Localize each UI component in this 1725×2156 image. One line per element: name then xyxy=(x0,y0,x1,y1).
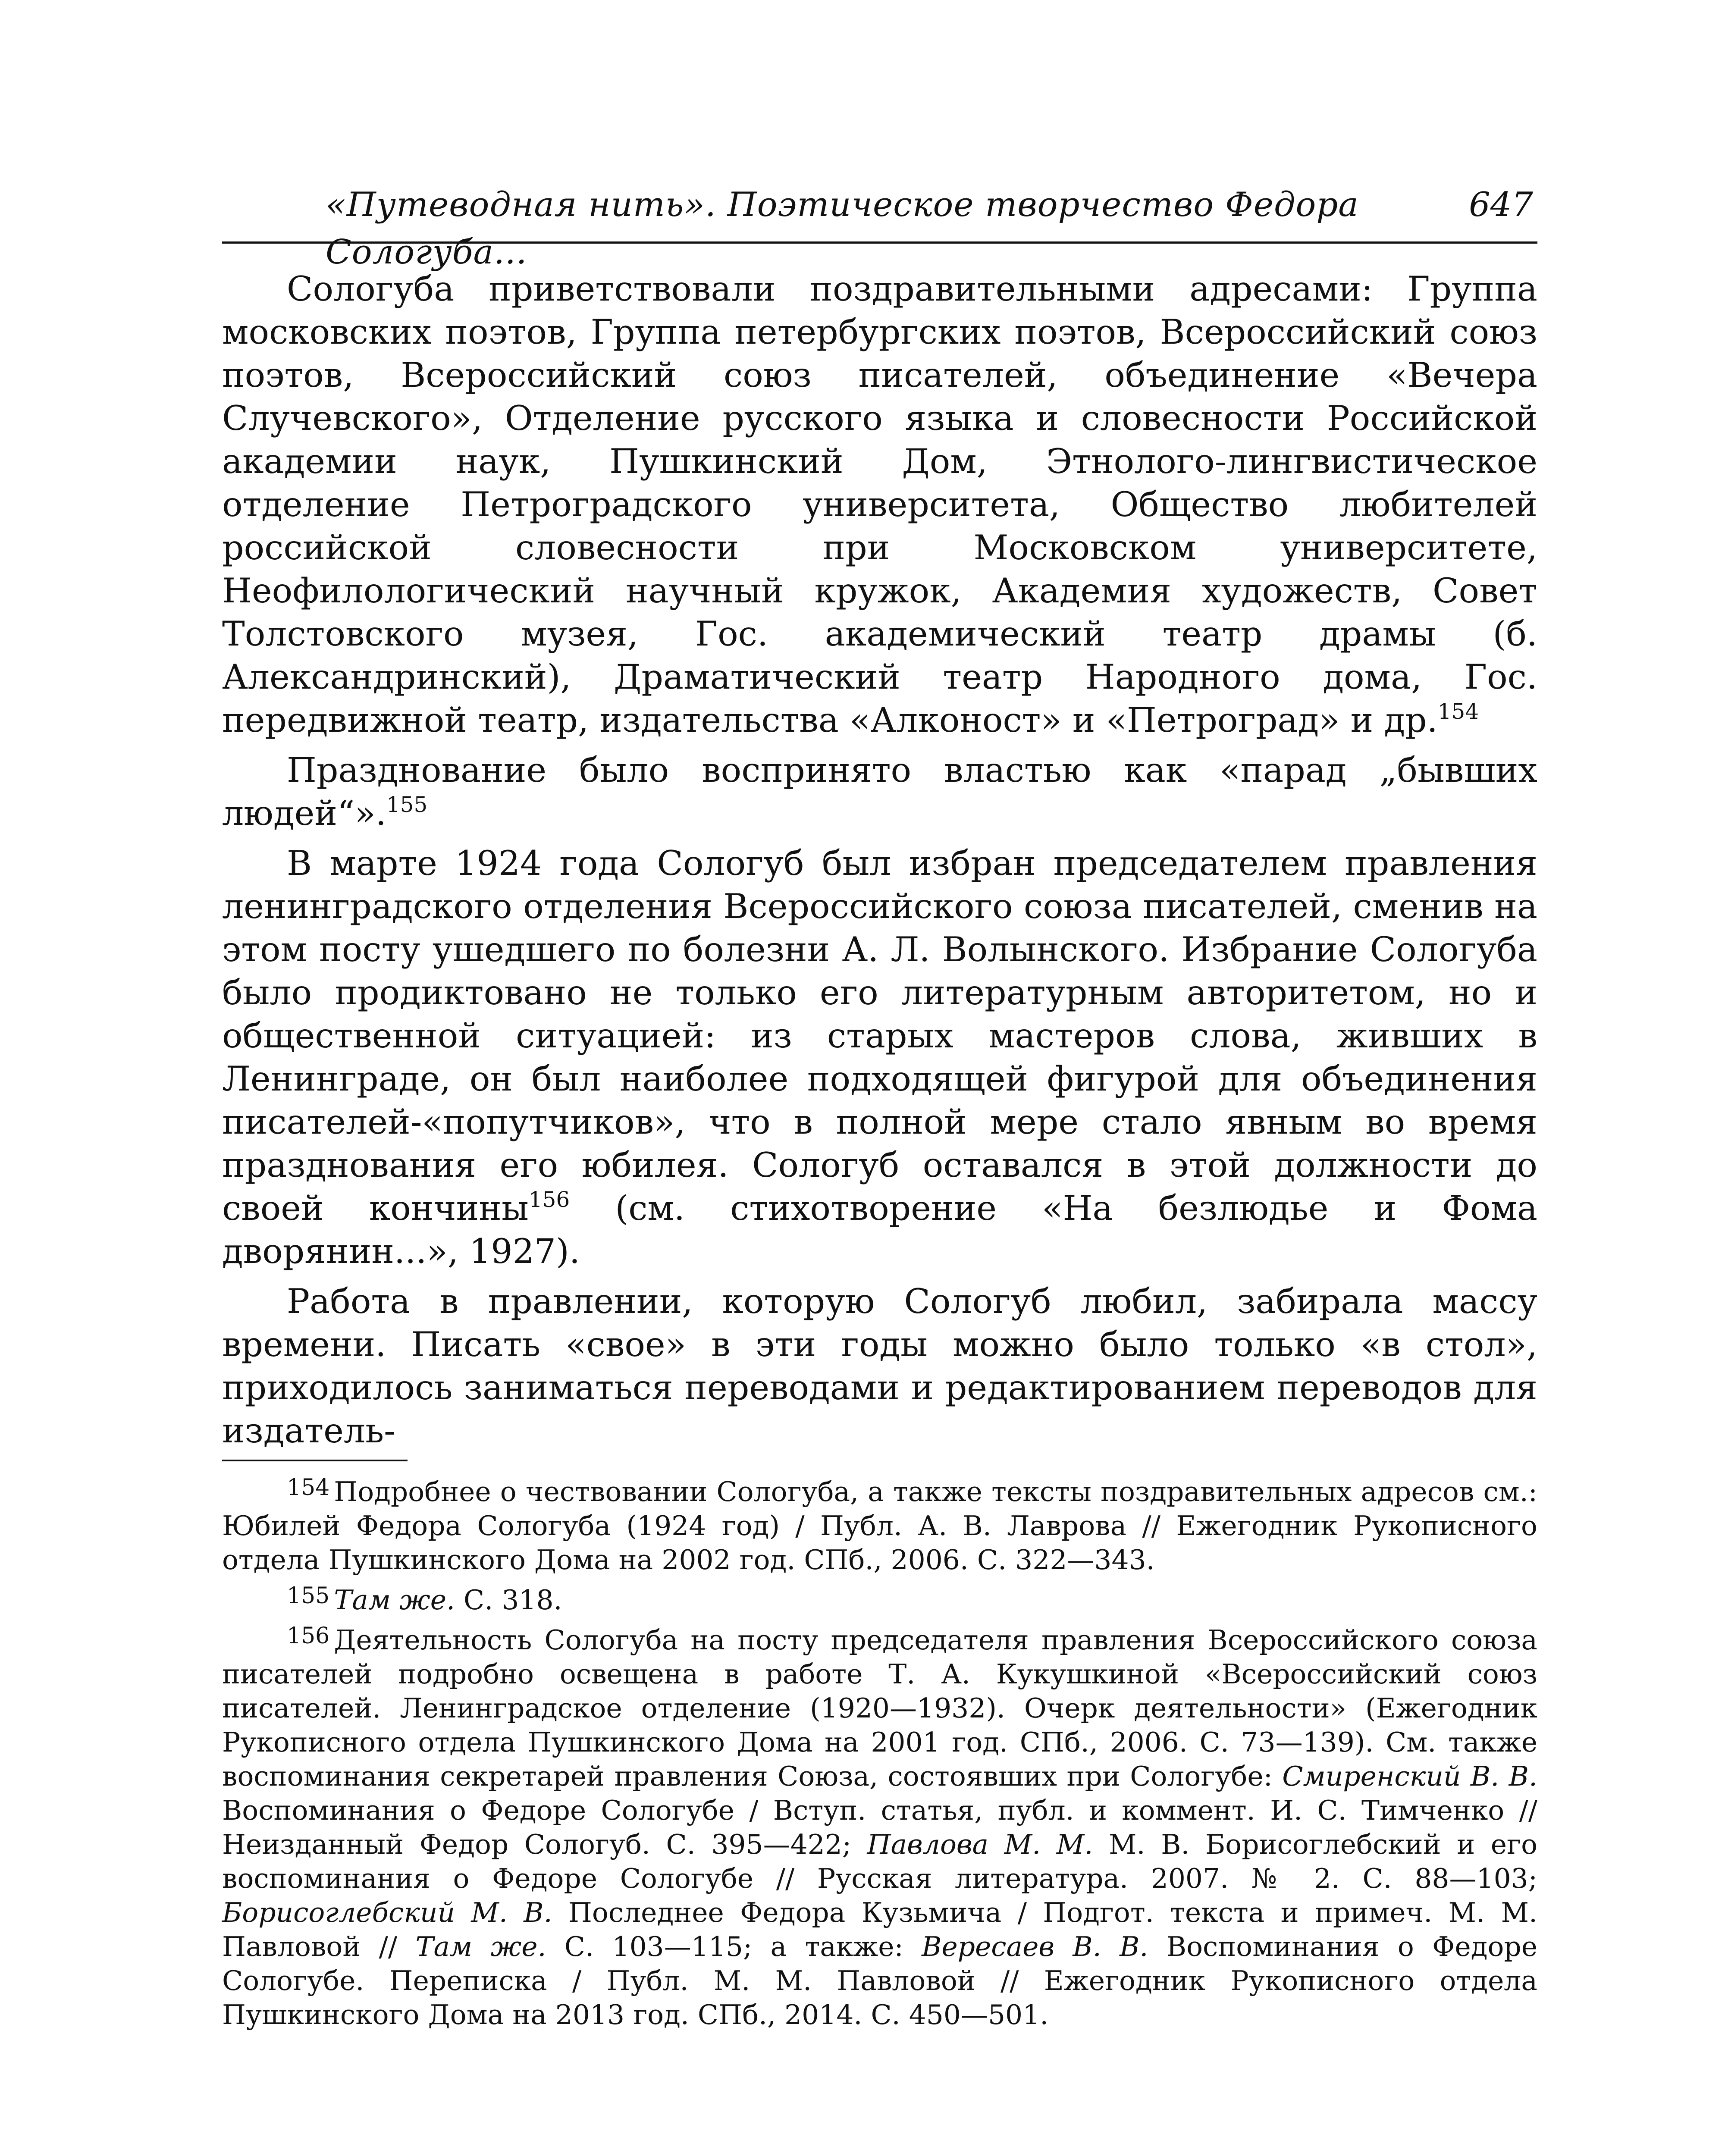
footnote-italic-ref: Там же. xyxy=(415,1931,546,1962)
footnote-text: С. 103—115; а также: xyxy=(546,1931,922,1962)
main-text xyxy=(222,267,1537,1459)
footnote-text: Последнее Федора Кузьмича / Подгот. текста и примеч. М. М. Павловой // xyxy=(222,1897,1537,1962)
footnote-text: Воспоминания о Федоре Сологубе. Переписка / Публ. М. М. Павловой // Ежегодник Рукописного отдела Пушкинского Дома на 2013 год. СПб., 2014. С. 450—501. xyxy=(222,1931,1538,2031)
paragraph-4 xyxy=(222,1280,1537,1452)
paragraph-2-text: Празднование было воспринято властью как «парад „бывших людей“». xyxy=(222,750,1537,833)
paragraph-4-text: Работа в правлении, которую Сологуб любил, забирала массу времени. Писать «свое» в эти годы можно было только «в стол», приходилось заниматься переводами и редактированием переводов для издатель- xyxy=(222,1282,1537,1451)
running-header xyxy=(222,177,1537,272)
footnote-separator xyxy=(222,1460,408,1461)
paragraph-3-text-end: (см. стихотворение «На безлюдье и Фома дворянин...», 1927). xyxy=(222,1188,1538,1271)
footnote-154 xyxy=(222,1475,1537,1577)
author-name: Павлова М. М. xyxy=(867,1829,1093,1860)
footnote-ref-155: 155 xyxy=(386,792,428,817)
paragraph-3 xyxy=(222,842,1537,1273)
footnote-156 xyxy=(222,1623,1537,2032)
paragraph-3-text-start: В марте 1924 года Сологуб был избран председателем правления ленинградского отделения Всероссийского союза писателей, сменив на этом посту ушедшего по болезни А. Л. Волынского. Избрание Сологуба было продиктовано не только его литературным авторитетом, но и общественной ситуацией: из старых мастеров слова, живших в Ленинграде, он был наиболее подходящей фигурой для объединения писателей-«попутчиков», что в полной мере стало явным во время празднования его юбилея. Сологуб оставался в этой должности до своей кончины xyxy=(222,843,1537,1228)
paragraph-1 xyxy=(222,267,1537,742)
footnotes xyxy=(222,1475,1537,2038)
paragraph-2 xyxy=(222,749,1537,835)
author-name: Борисоглебский М. В. xyxy=(222,1897,552,1928)
footnote-text: Деятельность Сологуба на посту председателя правления Всероссийского союза писателей подробно освещена в работе Т. А. Кукушкиной «Всероссийский союз писателей. Ленинградское отделение (1920—1932). Очерк деятельности» (Ежегодник Рукописного отдела Пушкинского Дома на 2001 год. СПб., 2006. С. 73—139). См. также воспоминания секретарей правления Союза, состоявших при Сологубе: xyxy=(222,1624,1537,1792)
footnote-number: 156 xyxy=(287,1623,330,1649)
footnote-number: 155 xyxy=(287,1583,330,1609)
footnote-text: С. 318. xyxy=(455,1584,562,1616)
footnote-text: М. В. Борисоглебский и его воспоминания о Федоре Сологубе // Русская литература. 2007. № 2. С. 88—103; xyxy=(222,1829,1537,1894)
footnote-ref-154: 154 xyxy=(1437,699,1479,724)
footnote-number: 154 xyxy=(287,1475,330,1501)
author-name: Вересаев В. В. xyxy=(922,1931,1148,1962)
paragraph-1-text: Сологуба приветствовали поздравительными адресами: Группа московских поэтов, Группа петербургских поэтов, Всероссийский союз поэтов, Всероссийский союз писателей, объединение «Вечера Случевского», Отделение русского языка и словесности Российской академии наук, Пушкинский Дом, Этнолого-лингвистическое отделение Петроградского университета, Общество любителей российской словесности при Московском университете, Неофилологический научный кружок, Академия художеств, Совет Толстовского музея, Гос. академический театр драмы (б. Александринский), Драматический театр Народного дома, Гос. передвижной театр, издательства «Алконост» и «Петроград» и др. xyxy=(222,269,1537,740)
author-name: Смиренский В. В. xyxy=(1282,1761,1537,1792)
page-number: 647 xyxy=(1469,185,1533,224)
footnote-italic-ref: Там же. xyxy=(334,1584,455,1616)
footnote-text: Воспоминания о Федоре Сологубе / Вступ. статья, публ. и коммент. И. С. Тимченко // Неизданный Федор Сологуб. С. 395—422; xyxy=(222,1795,1537,1860)
footnote-155 xyxy=(222,1583,1537,1617)
footnote-text: Подробнее о чествовании Сологуба, а также тексты поздравительных адресов см.: Юбилей Федора Сологуба (1924 год) / Публ. А. В. Лаврова // Ежегодник Рукописного отдела Пушкинского Дома на 2002 год. СПб., 2006. С. 322—343. xyxy=(222,1476,1537,1576)
running-title: «Путеводная нить». Поэтическое творчество Федора Сологуба... xyxy=(326,185,1359,272)
footnote-ref-156: 156 xyxy=(528,1187,570,1212)
